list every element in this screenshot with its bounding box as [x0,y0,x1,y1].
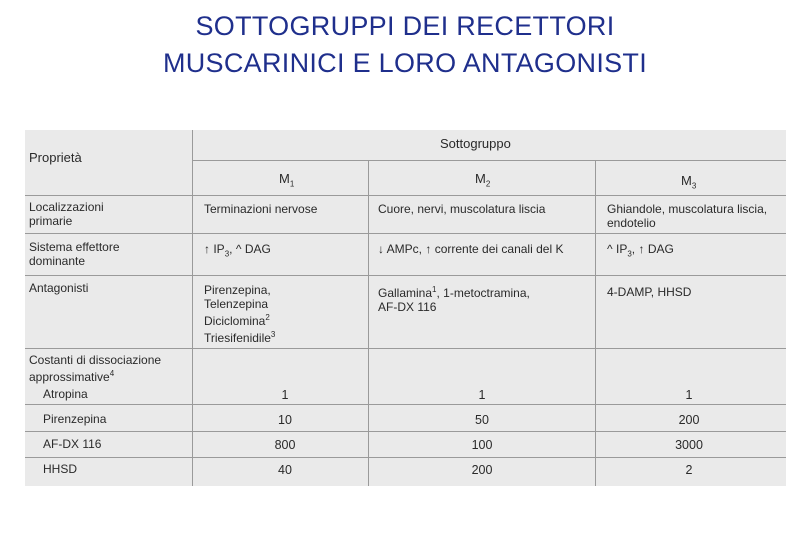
drug-name: Pirenzepina [43,412,107,426]
title-line-1: SOTTOGRUPPI DEI RECETTORI [195,11,615,41]
column-divider [595,160,596,486]
constant-m2: 50 [475,413,489,427]
drug-name: Atropina [43,387,88,401]
arrow-down-icon: ↓ [378,242,384,256]
arrow-up-icon: ↑ [638,242,645,256]
localization-m3: Ghiandole, muscolatura liscia, endotelio [607,202,768,230]
property-header: Proprietà [29,150,82,165]
effector-m1: ↑ $IP_3$, ^ DAG [204,242,271,259]
effector-m3: ^ $IP_3$, ↑ DAG [607,242,674,259]
row-divider [192,160,786,161]
row-divider [25,404,786,405]
constant-m2: 1 [478,388,486,402]
row-label-constants: Costanti di dissociazione approssimative$^4$ [29,353,162,384]
constant-m3: 1 [685,388,693,402]
constant-m1: 1 [281,388,289,402]
row-divider [25,431,786,432]
row-divider [25,457,786,458]
constant-m1: 800 [274,438,296,452]
row-divider [25,233,786,234]
antagonists-m1: Pirenzepina, Telenzepina Diciclomina$^2$ Triesifenidile$^3$ [204,283,276,345]
column-divider [368,160,369,486]
drug-name: AF-DX 116 [43,437,102,451]
title-line-2: MUSCARINICI E LORO ANTAGONISTI [162,48,648,78]
constant-m2: 100 [471,438,493,452]
page-title [0,8,810,82]
subtype-header-m3: $M_3$ [681,173,697,191]
localization-m1: Terminazioni nervose [204,202,318,216]
row-label-antagonists: Antagonisti [29,281,89,295]
row-label-effector: Sistema effettore dominante [29,240,120,268]
constant-m1: 10 [278,413,292,427]
arrow-up-icon: ^ [607,242,613,256]
subtype-header-m2: $M_2$ [475,171,491,189]
constant-m3: 3000 [675,438,703,452]
drug-name: HHSD [43,462,78,476]
antagonists-m2: Gallamina$^1$, 1-metoctramina, AF-DX 116 [378,285,530,314]
arrow-up-icon: ↑ [425,242,432,256]
subtype-header-m1: $M_1$ [279,171,295,189]
localization-m2: Cuore, nervi, muscolatura liscia [378,202,546,216]
antagonists-m3: 4-DAMP, HHSD [607,285,692,299]
row-divider [25,275,786,276]
constant-m3: 200 [678,413,700,427]
column-divider [192,130,193,486]
constant-m3: 2 [685,463,693,477]
effector-m2: ↓ AMPc, ↑ corrente dei canali del K [378,242,564,256]
receptor-table [25,130,786,486]
row-divider [25,195,786,196]
constant-m1: 40 [278,463,292,477]
arrow-up-icon: ↑ [204,242,210,256]
subgroup-header: Sottogruppo [440,136,511,151]
row-divider [25,348,786,349]
constant-m2: 200 [471,463,493,477]
row-label-localization: Localizzazioni primarie [29,200,104,228]
arrow-up-icon: ^ [235,242,242,256]
